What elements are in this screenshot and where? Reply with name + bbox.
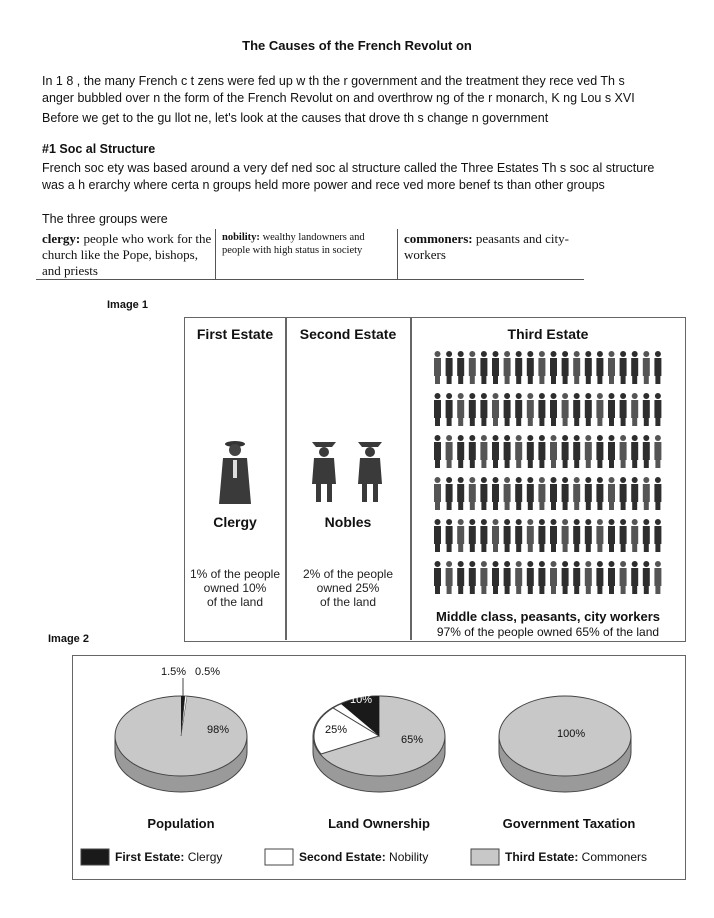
- image2-label: Image 2: [48, 633, 89, 645]
- nobles-figure-icon: [302, 438, 392, 508]
- estates-figure: [184, 317, 686, 642]
- population-first-pct: 1.5%: [161, 666, 187, 678]
- population-third-pct: 98%: [207, 724, 230, 736]
- legend-swatch-second: [265, 849, 293, 865]
- group-desc: peasants and city-workers: [404, 231, 569, 262]
- group-desc: people who work for the church like the Pope, bishops, and priests: [42, 231, 212, 278]
- population-label: Population: [147, 816, 215, 831]
- table-divider: [215, 229, 216, 279]
- group-term: commoners:: [404, 231, 473, 246]
- page-title: The Causes of the French Revolut on: [242, 38, 472, 53]
- caption-line: of the land: [206, 595, 264, 609]
- table-bottom-rule: [36, 279, 584, 280]
- caption-line: 2% of the people: [302, 567, 394, 581]
- third-estate-title: Third Estate: [507, 326, 589, 342]
- land-first-pct: 10%: [350, 694, 373, 706]
- land-second-pct: 25%: [325, 724, 348, 736]
- group-clergy: [42, 231, 212, 279]
- clergy-figure-icon: [213, 438, 257, 508]
- pie-charts: [73, 656, 683, 878]
- legend-text: Commoners: [578, 850, 648, 864]
- second-estate-title: Second Estate: [299, 326, 397, 342]
- intro-line-1: In 1 8 , the many French c t zens were fed up w th the r government and the treatment they rece ved Th s: [42, 74, 625, 88]
- pie-charts-figure: [72, 655, 686, 880]
- caption-line: of the land: [319, 595, 377, 609]
- land-third-pct: 65%: [401, 734, 424, 746]
- intro-line-3: Before we get to the gu llot ne, let's look at the causes that drove th s change n government: [42, 111, 549, 125]
- third-estate-caption-1: Middle class, peasants, city workers: [436, 609, 660, 624]
- legend-swatch-third: [471, 849, 499, 865]
- legend-text: Nobility: [385, 850, 429, 864]
- group-term: nobility:: [222, 232, 260, 243]
- legend-bold: Third Estate:: [505, 850, 579, 864]
- caption-line: owned 10%: [203, 581, 267, 595]
- tax-label: Government Taxation: [502, 816, 636, 831]
- intro-line-2: anger bubbled over n the form of the French Revolut on and overthrow ng of the r monarch, K ng Lou s XVI: [42, 91, 635, 105]
- legend-second: [299, 850, 428, 864]
- nobles-label: Nobles: [324, 514, 372, 530]
- legend-third: [505, 850, 647, 864]
- second-estate-caption: [286, 567, 410, 609]
- population-second-pct: 0.5%: [195, 666, 221, 678]
- legend-bold: Second Estate:: [299, 850, 386, 864]
- group-desc: wealthy landowners and people with high status in society: [222, 232, 365, 256]
- caption-line: 1% of the people: [189, 567, 281, 581]
- group-commoners: [404, 231, 579, 263]
- legend-text: Clergy: [184, 850, 223, 864]
- caption-line: owned 25%: [316, 581, 380, 595]
- legend-swatch-first: [81, 849, 109, 865]
- image1-label: Image 1: [107, 299, 148, 311]
- section-heading: #1 Soc al Structure: [42, 142, 156, 156]
- land-label: Land Ownership: [328, 816, 430, 831]
- tax-third-pct: 100%: [557, 728, 586, 740]
- groups-intro: The three groups were: [42, 212, 168, 226]
- commoners-crowd-icon: [431, 348, 671, 603]
- land-pie: [313, 696, 445, 792]
- tax-pie: [499, 696, 631, 792]
- legend-bold: First Estate:: [115, 850, 185, 864]
- first-estate-title: First Estate: [196, 326, 274, 342]
- section-line-2: was a h erarchy where certa n groups held more power and rece ved more benef ts than other groups: [42, 178, 605, 192]
- table-divider: [397, 229, 398, 279]
- legend-first: [115, 850, 222, 864]
- estate-divider: [410, 318, 412, 640]
- first-estate-caption: [185, 567, 285, 609]
- group-term: clergy:: [42, 231, 81, 246]
- clergy-label: Clergy: [213, 514, 257, 530]
- section-line-1: French soc ety was based around a very def ned soc al structure called the Three Estates Th s soc al structure: [42, 161, 655, 175]
- third-estate-caption-2: 97% of the people owned 65% of the land: [436, 625, 660, 639]
- group-nobility: [222, 231, 390, 257]
